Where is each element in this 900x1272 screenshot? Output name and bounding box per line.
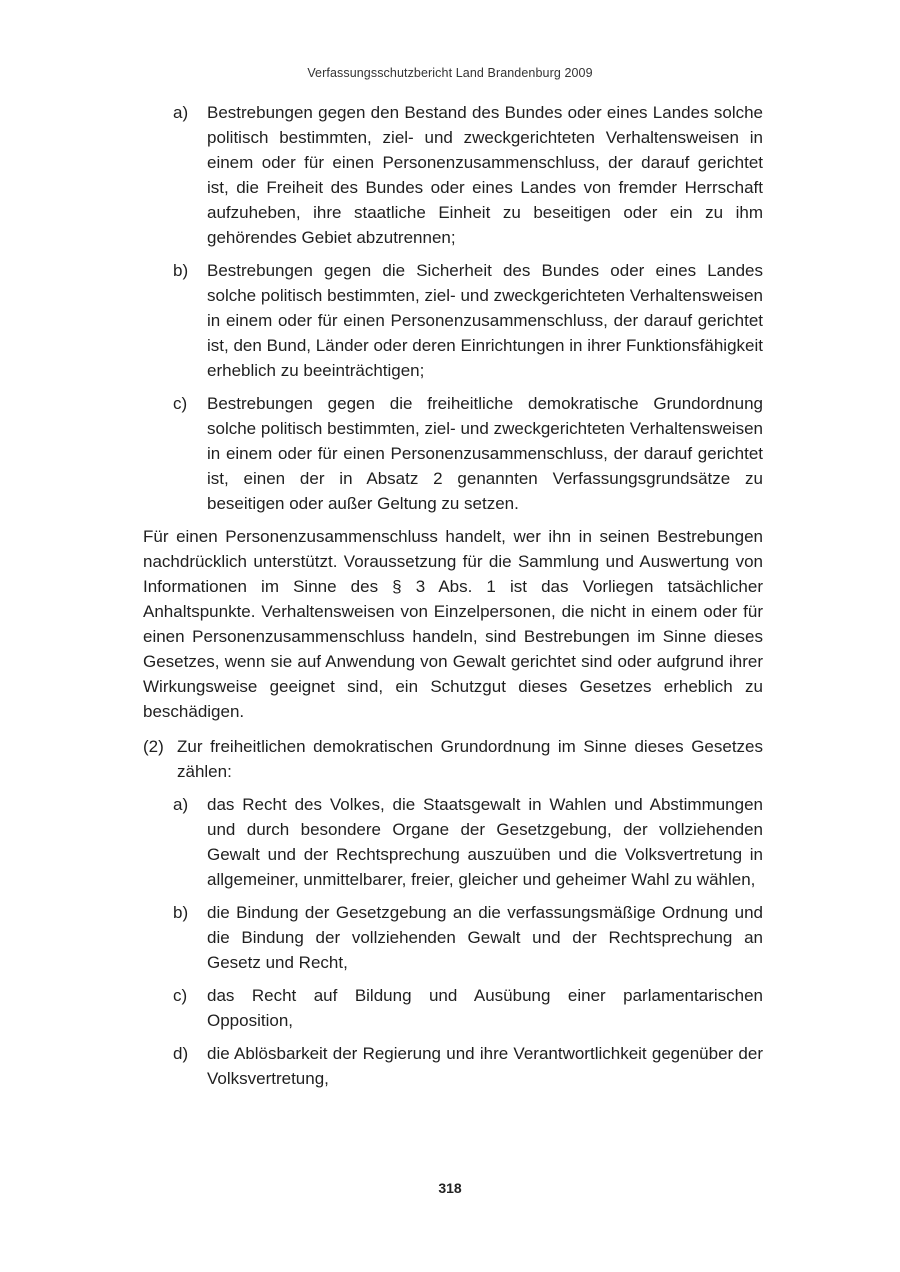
list-marker: c) (173, 986, 188, 1005)
list-marker: c) (173, 394, 188, 413)
list-item-text: Bestrebungen gegen die Sicherheit des Bundes oder eines Landes solche politisch bestimmten, ziel- und zweckgerichteten Verhaltensweisen in einem oder für einen Personenzusammenschluss, der darauf gerichtet ist, den Bund, Länder oder deren Einrichtungen in ihrer Funktionsfähigkeit erheblich zu beeinträchtigen; (207, 261, 763, 380)
list-item-text: die Bindung der Gesetzgebung an die verfassungsmäßige Ordnung und die Bindung der vollziehenden Gewalt und der Rechtsprechung an Gesetz und Recht, (207, 903, 763, 972)
section-two (143, 734, 763, 784)
list-item-text: Bestrebungen gegen den Bestand des Bundes oder eines Landes solche politisch bestimmten, ziel- und zweckgerichteten Verhaltensweisen in einem oder für einen Personenzusammenschluss, der darauf gerichtet ist, die Freiheit des Bundes oder eines Landes von fremder Herrschaft aufzuheben, ihre staatliche Einheit zu beseitigen oder ein zu ihm gehörendes Gebiet abzutrennen; (207, 103, 763, 247)
list-marker: b) (173, 261, 189, 280)
definition-list (173, 100, 763, 516)
section-text: Zur freiheitlichen demokratischen Grundordnung im Sinne dieses Gesetzes zählen: (177, 737, 763, 781)
list-item (173, 100, 763, 250)
body-paragraph: Für einen Personenzusammenschluss handelt, wer ihn in seinen Bestrebungen nachdrücklich unterstützt. Voraussetzung für die Sammlung und Auswertung von Informationen im Sinne des § 3 Abs. 1 ist das Vorliegen tatsächlicher Anhaltspunkte. Verhaltensweisen von Einzelpersonen, die nicht in einem oder für einen Personenzusammenschluss handeln, sind Bestrebungen im Sinne dieses Gesetzes, wenn sie auf Anwendung von Gewalt gerichtet sind oder aufgrund ihrer Wirkungsweise geeignet sind, ein Schutzgut dieses Gesetzes erheblich zu beschädigen. (143, 527, 763, 721)
list-item (173, 1041, 763, 1091)
list-marker: a) (173, 795, 189, 814)
list-item-text: das Recht des Volkes, die Staatsgewalt in Wahlen und Abstimmungen und durch besondere Organe der Gesetzgebung, der vollziehenden Gewalt und der Rechtsprechung auszuüben und die Volksvertretung in allgemeiner, unmittelbarer, freier, gleicher und geheimer Wahl zu wählen, (207, 795, 763, 889)
page-header: Verfassungsschutzbericht Land Brandenburg 2009 (307, 66, 593, 80)
principles-list (173, 792, 763, 1091)
list-item-text: Bestrebungen gegen die freiheitliche demokratische Grundordnung solche politisch bestimmten, ziel- und zweckgerichteten Verhaltensweisen in einem oder für einen Personenzusammenschluss, der darauf gerichtet ist, einen der in Absatz 2 genannten Verfassungsgrundsätze zu beseitigen oder außer Geltung zu setzen. (207, 394, 763, 513)
list-marker: a) (173, 103, 189, 122)
list-item (173, 983, 763, 1033)
list-item (173, 258, 763, 383)
list-item (173, 391, 763, 516)
document-body (143, 100, 763, 1099)
page-number: 318 (438, 1180, 462, 1196)
list-marker: d) (173, 1044, 189, 1063)
list-item-text: das Recht auf Bildung und Ausübung einer parlamentarischen Opposition, (207, 986, 763, 1030)
list-item-text: die Ablösbarkeit der Regierung und ihre Verantwortlichkeit gegenüber der Volksvertretung, (207, 1044, 763, 1088)
list-item (173, 792, 763, 892)
section-marker: (2) (143, 737, 164, 756)
list-marker: b) (173, 903, 189, 922)
list-item (173, 900, 763, 975)
